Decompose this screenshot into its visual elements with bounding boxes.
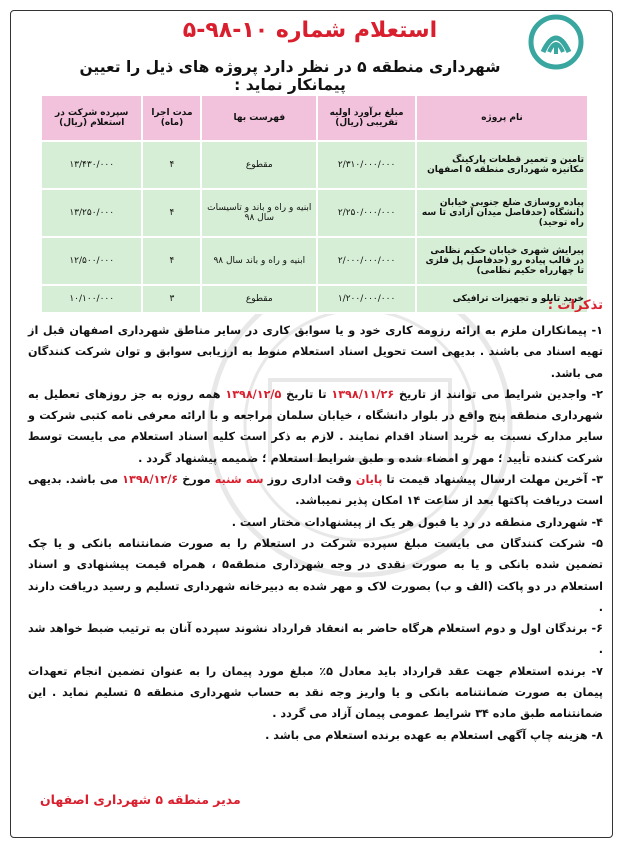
note-text: همه روزه به جز روزهای تعطیل به شهرداری منطقه پنج واقع در بلوار دانشگاه ، خیابان سلمان مراجعه و با ارائه معرفی نامه کتبی شرکت و سایر مدارک نسبت به خرید اسناد اقدام نمایند . لازم به ذکر است کلیه اسناد استعلام می بایست توسط شرکت کننده تأیید ؛ مهر و امضاء شده و طبق شرایط استعلام ؛ ضمیمه پیشنهاد گردد . — [28, 387, 603, 465]
note-text: ۳- آخرین مهلت ارسال پیشنهاد قیمت تا — [382, 473, 604, 487]
start-date: ۱۳۹۸/۱۱/۲۶ — [331, 387, 395, 401]
deposit-cell: ۱۰/۱۰۰/۰۰۰ — [41, 285, 142, 313]
estimated-amount-cell: ۱/۲۰۰/۰۰۰/۰۰۰ — [317, 285, 416, 313]
project-name-cell: تامین و تعمیر قطعات پارکینگ مکانیزه شهرداری منطقه ۵ اصفهان — [416, 141, 588, 189]
table-row — [41, 141, 588, 189]
note-item-7: ۷- برنده استعلام جهت عقد قرارداد باید معادل ۵٪ مبلغ مورد پیمان را به عنوان تضمین انجام تعهدات پیمان به صورت ضمانتنامه بانکی و یا واریز وجه نقد به حساب شهرداری منطقه ۵ تسلیم نماید . این ضمانتنامه طبق ماده ۳۴ شرایط عمومی پیمان آزاد می گردد . — [28, 664, 603, 721]
estimated-amount-cell: ۲/۲۵۰/۰۰۰/۰۰۰ — [317, 189, 416, 237]
deadline-word: پایان — [355, 473, 383, 487]
note-text: وقت اداری روز — [263, 473, 356, 487]
note-item-8: ۸- هزینه چاپ آگهی استعلام به عهده برنده استعلام می باشد . — [265, 728, 603, 742]
note-text: تا تاریخ — [281, 387, 332, 401]
note-item-5: ۵- شرکت کنندگان می بایست مبلغ سپرده شرکت در استعلام را به صورت ضمانتنامه بانکی و یا چک تضمین شده بانکی و یا به صورت نقدی در وجه شهرداری منطقه۵ ، همراه قیمت پیشنهادی و اسناد استعلام در دو پاکت (الف و ب) بصورت لاک و مهر شده به دبیرخانه شهرداری تسلیم و رسید دریافت دارند . — [28, 536, 604, 614]
header-estimated-amount: مبلغ برآورد اولیه تقریبی (ریال) — [317, 95, 416, 141]
estimated-amount-cell: ۲/۰۰۰/۰۰۰/۰۰۰ — [317, 237, 416, 285]
end-date: ۱۳۹۸/۱۲/۵ — [225, 387, 282, 401]
duration-cell: ۴ — [142, 189, 201, 237]
project-name-cell: خرید تابلو و تجهیزات ترافیکی — [416, 285, 588, 313]
duration-cell: ۴ — [142, 237, 201, 285]
deposit-cell: ۱۳/۴۳۰/۰۰۰ — [41, 141, 142, 189]
notice-title: استعلام شماره ۱۰-۹۸-۵ — [182, 18, 438, 43]
note-item-6: ۶- برندگان اول و دوم استعلام هرگاه حاضر به انعقاد قرارداد نشوند سپرده آنان به ترتیب ضبط خواهد شد . — [28, 622, 603, 657]
deadline-day: سه شنبه — [214, 473, 264, 487]
note-text: می باشد. بدیهی است دریافت پاکتها بعد از ساعت ۱۴ امکان پذیر نمیباشد. — [28, 473, 603, 508]
header-project-name: نام پروژه — [416, 95, 588, 141]
table-row — [41, 285, 588, 313]
price-list-cell: مقطوع — [201, 285, 317, 313]
isfahan-municipality-logo-icon — [525, 14, 587, 70]
header-deposit: سپرده شرکت در استعلام (ریال) — [41, 95, 142, 141]
table-header-row — [41, 95, 588, 141]
signature: مدیر منطقه ۵ شهرداری اصفهان — [40, 792, 241, 807]
deposit-cell: ۱۳/۲۵۰/۰۰۰ — [41, 189, 142, 237]
notes-title: تذکرات : — [547, 298, 603, 313]
note-item-3 — [28, 469, 603, 512]
note-text: ۲- واجدین شرایط می توانند از تاریخ — [394, 387, 603, 401]
price-list-cell: ابنیه و راه و باند سال ۹۸ — [201, 237, 317, 285]
projects-table — [40, 94, 589, 314]
duration-cell: ۳ — [142, 285, 201, 313]
notes-list — [28, 320, 603, 746]
note-item-1: ۱- پیمانکاران ملزم به ارائه رزومه کاری خود و یا سوابق کاری در سایر مناطق شهرداری اصفهان قبل از تهیه اسناد می باشند . بدیهی است تحویل اسناد استعلام منوط به ارزیابی سوابق و توان شرکت کنندگان می باشد. — [28, 324, 603, 380]
price-list-cell: مقطوع — [201, 141, 317, 189]
table-row — [41, 189, 588, 237]
notice-subtitle: شهرداری منطقه ۵ در نظر دارد پروژه های ذیل را تعیین پیمانکار نماید : — [79, 58, 501, 94]
price-list-cell: ابنیه و راه و باند و تاسیسات سال ۹۸ — [201, 189, 317, 237]
deadline-date: ۱۳۹۸/۱۲/۶ — [122, 473, 179, 487]
header-price-list: فهرست بها — [201, 95, 317, 141]
project-name-cell: پیرایش شهری خیابان حکیم نظامی در قالب پیاده رو (حدفاصل پل فلزی تا چهارراه حکیم نظامی) — [416, 237, 588, 285]
table-row — [41, 237, 588, 285]
note-item-4: ۴- شهرداری منطقه در رد یا قبول هر یک از پیشنهادات مختار است . — [231, 515, 603, 529]
header-duration: مدت اجرا (ماه) — [142, 95, 201, 141]
deposit-cell: ۱۲/۵۰۰/۰۰۰ — [41, 237, 142, 285]
project-name-cell: پیاده روسازی ضلع جنوبی خیابان دانشگاه (حدفاصل میدان آزادی تا سه راه توحید) — [416, 189, 588, 237]
note-item-2 — [28, 384, 603, 469]
note-text: مورخ — [178, 473, 215, 487]
estimated-amount-cell: ۲/۳۱۰/۰۰۰/۰۰۰ — [317, 141, 416, 189]
duration-cell: ۴ — [142, 141, 201, 189]
